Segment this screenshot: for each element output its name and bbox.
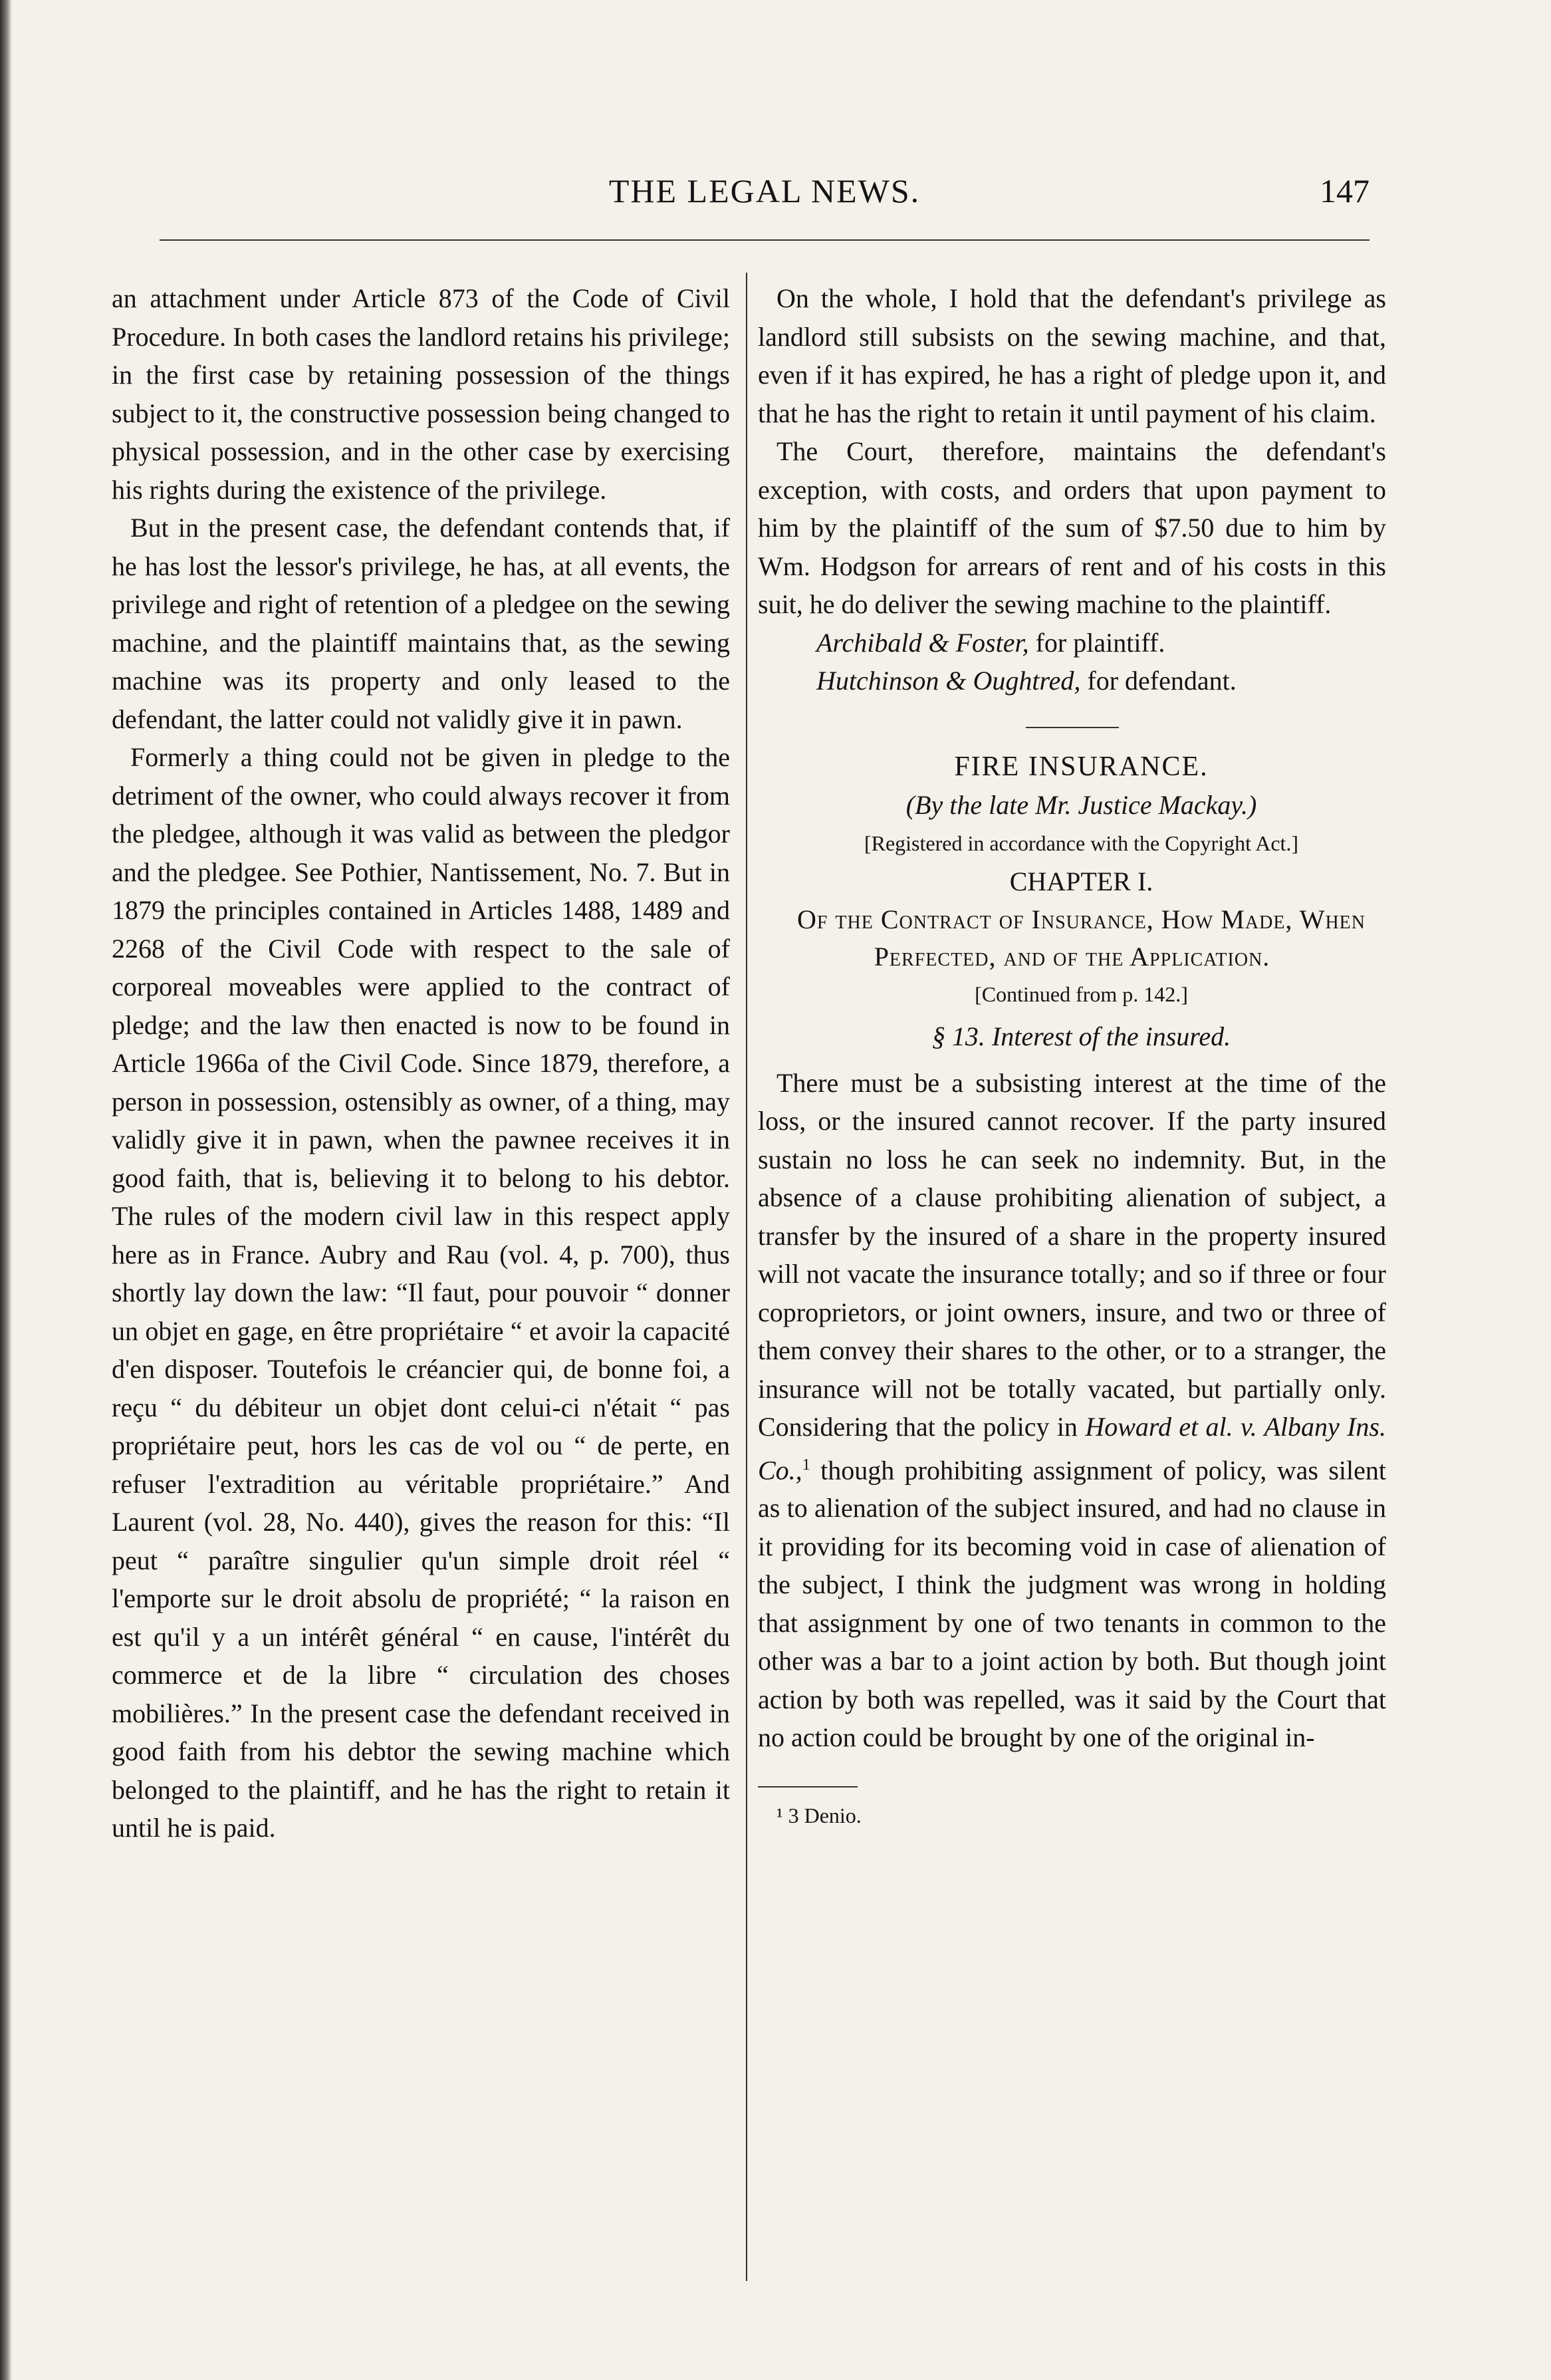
counsel-defendant-role: for defendant. [1080,666,1237,696]
right-paragraph-2: The Court, therefore, maintains the defendant's exception, with costs, and orders that upon payment to him by the plaintiff of the sum of $7.50 due to him by Wm. Hodgson for arrears of rent and of his costs in this suit, he do deliver the sewing machine to the plaintiff. [758,436,1386,619]
counsel-plaintiff-role: for plaintiff. [1028,627,1165,658]
counsel-plaintiff-names: Archibald & Foster, [816,627,1029,658]
insurance-paragraph [758,1064,1386,1757]
chapter-title: Of the Contract of Insurance, How Made, When Perfected, and of the Application. [796,904,1366,972]
left-paragraph-2: But in the present case, the defendant contends that, if he has lost the lessor's privilege, he has, at all events, the privilege and right of retention of a pledgee on the sewing machine, and the plaintiff maintains that, as the sewing machine was its property and only leased to the defendant, the latter could not validly give it in pawn. [112,513,730,734]
journal-title: THE LEGAL NEWS. [608,172,921,209]
footnote-marker: 1 [802,1456,810,1474]
right-column [758,279,1386,1829]
section-rule [1026,727,1119,728]
page-edge-shadow [0,0,12,2380]
page-number: 147 [1320,172,1370,209]
insurance-text-after-case: though prohibiting assignment of policy, was silent as to alienation of the subject insured, and had no clause in it providing for its becoming void in case of alienation of the subject, I think the judgment was wrong in holding that assignment by one of two tenants in common to the other was a bar to a joint action by both. But though joint action by both was repelled, was it said by the Court that no action could be brought by one of the original in- [758,1454,1386,1753]
copyright-notice: [Registered in accordance with the Copyright Act.] [864,831,1299,855]
case-citation: Howard et al. v. Albany Ins. Co., [758,1412,1386,1485]
footnote: ¹ 3 Denio. [776,1803,862,1827]
counsel-defendant [758,662,1386,700]
insurance-text-before-case: There must be a subsisting interest at the time of the loss, or the insured cannot recover. If the party insured sustain no loss he can seek no indemnity. But, in the absence of a clause prohibiting alienation of subject, a transfer by the insured of a share in the property insured will not vacate the insurance totally; and so if three or four coproprietors, or joint owners, insure, and two or three of them convey their shares to the other, or to a stranger, the insurance will not be totally vacated, but partially only. Considering that the policy in [758,1067,1386,1442]
left-paragraph-1: an attachment under Article 873 of the Code of Civil Procedure. In both cases the landlord retains his privilege; in the first case by retaining possession of the things subject to it, the constructive possession being changed to physical possession, and in the other case by exercising his rights during the existence of the privilege. [112,283,730,505]
subsection-heading: § 13. Interest of the insured. [931,1021,1231,1051]
right-paragraph-1: On the whole, I hold that the defendant's privilege as landlord still subsists on the sewing machine, and that, even if it has expired, he has a right of pledge upon it, and that he has the right to retain it until payment of his claim. [758,283,1386,428]
section-title: FIRE INSURANCE. [954,751,1209,782]
left-column [112,279,730,1847]
section-byline: (By the late Mr. Justice Mackay.) [905,790,1257,820]
chapter-heading: CHAPTER I. [1009,866,1153,896]
left-paragraph-3: Formerly a thing could not be given in pledge to the detriment of the owner, who could always recover it from the pledgee, although it was valid as between the pledgor and the pledgee. See Pothier, Nantissement, No. 7. But in 1879 the principles contained in Articles 1488, 1489 and 2268 of the Civil Code with respect to the sale of corporeal moveables were applied to the contract of pledge; and the law then enacted is now to be found in Article 1966a of the Civil Code. Since 1879, therefore, a person in possession, ostensibly as owner, of a thing, may validly give it in pawn, when the pawnee receives it in good faith, that is, believing it to belong to his debtor. The rules of the modern civil law in this respect apply here as in France. Aubry and Rau (vol. 4, p. 700), thus shortly lay down the law: “Il faut, pour pouvoir “ donner un objet en gage, en être propriétaire “ et avoir la capacité d'en disposer. Toutefois le créancier qui, de bonne foi, a reçu “ du débiteur un objet dont celui-ci n'était “ pas propriétaire peut, hors les cas de vol ou “ de perte, en refuser l'extradition au véritable propriétaire.” And Laurent (vol. 28, No. 440), gives the reason for this: “Il peut “ paraître singulier qu'un simple droit réel “ l'emporte sur le droit absolu de propriété; “ la raison en est qu'il y a un intérêt général “ en cause, l'intérêt du commerce et de la libre “ circulation des choses mobilières.” In the present case the defendant received in good faith from his debtor the sewing machine which belonged to the plaintiff, and he has the right to retain it until he is paid. [112,742,730,1843]
column-divider [746,273,747,2281]
running-header [160,172,1370,218]
counsel-plaintiff [758,624,1386,662]
footnote-rule [758,1786,858,1787]
continued-note: [Continued from p. 142.] [975,982,1188,1006]
counsel-defendant-names: Hutchinson & Oughtred, [816,666,1081,696]
header-rule [160,239,1370,241]
